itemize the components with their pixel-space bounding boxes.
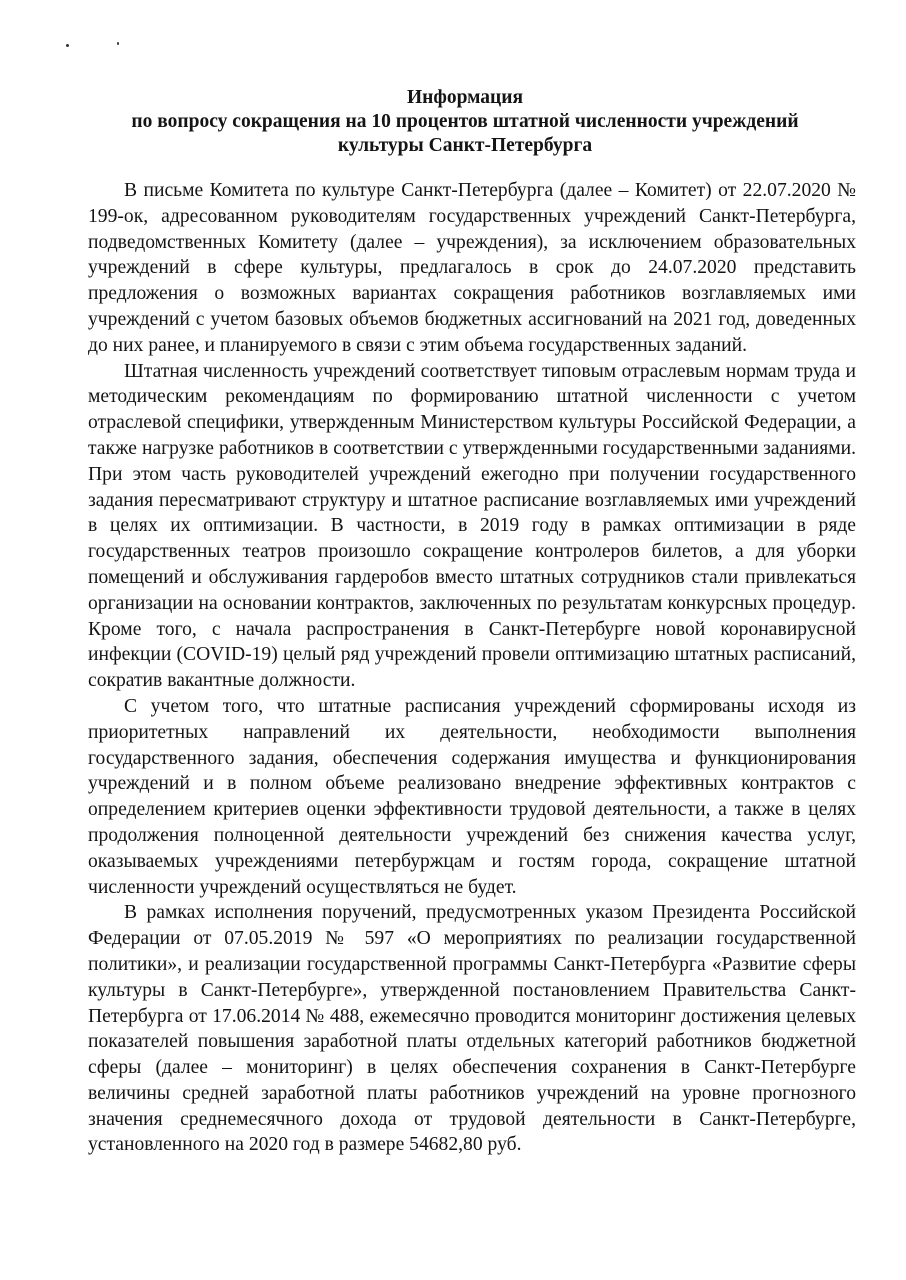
scan-speck: [66, 44, 69, 47]
paragraph: Штатная численность учреждений соответствует типовым отраслевым нормам труда и методическим рекомендациям по формированию штатной численности с учетом отраслевой специфики, утвержденным Министерством культуры Российской Федерации, а также нагрузке работников в соответствии с утвержденными государственными заданиями. При этом часть руководителей учреждений ежегодно при получении государственного задания пересматривают структуру и штатное расписание возглавляемых ими учреждений в целях их оптимизации. В частности, в 2019 году в рамках оптимизации в ряде государственных театров произошло сокращение контролеров билетов, а для уборки помещений и обслуживания гардеробов вместо штатных сотрудников стали привлекаться организации на основании контрактов, заключенных по результатам конкурсных процедур. Кроме того, с начала распространения в Санкт-Петербурге новой коронавирусной инфекции (COVID-19) целый ряд учреждений провели оптимизацию штатных расписаний, сократив вакантные должности.: [88, 360, 856, 692]
title-line: культуры Санкт-Петербурга: [337, 135, 593, 156]
scan-speck: [117, 42, 119, 45]
paragraph: В письме Комитета по культуре Санкт-Петербурга (далее – Комитет) от 22.07.2020 № 199-ок, адресованном руководителям государственных учреждений Санкт-Петербурга, подведомственных Комитету (далее – учреждения), за исключением образовательных учреждений в сфере культуры, предлагалось в срок до 24.07.2020 представить предложения о возможных вариантах сокращения работников возглавляемых ими учреждений с учетом базовых объемов бюджетных ассигнований на 2021 год, доведенных до них ранее, и планируемого в связи с этим объема государственных заданий.: [88, 180, 856, 356]
document-body: [88, 178, 856, 1158]
document-title: [80, 86, 850, 158]
paragraph: В рамках исполнения поручений, предусмотренных указом Президента Российской Федерации от 07.05.2019 № 597 «О мероприятиях по реализации государственной политики», и реализации государственной программы Санкт-Петербурга «Развитие сферы культуры в Санкт-Петербурге», утвержденной постановлением Правительства Санкт-Петербурга от 17.06.2014 № 488, ежемесячно проводится мониторинг достижения целевых показателей повышения заработной платы отдельных категорий работников бюджетной сферы (далее – мониторинг) в целях обеспечения сохранения в Санкт-Петербурге величины средней заработной платы работников учреждений на уровне прогнозного значения среднемесячного дохода от трудовой деятельности в Санкт-Петербурге, установленного на 2020 год в размере 54682,80 руб.: [88, 902, 856, 1156]
title-line: по вопросу сокращения на 10 процентов штатной численности учреждений: [131, 111, 799, 132]
paragraph: С учетом того, что штатные расписания учреждений сформированы исходя из приоритетных направлений их деятельности, необходимости выполнения государственного задания, обеспечения содержания имущества и функционирования учреждений и в полном объеме реализовано внедрение эффективных контрактов с определением критериев оценки эффективности трудовой деятельности, а также в целях продолжения полноценной деятельности учреждений без снижения качества услуг, оказываемых учреждениями петербуржцам и гостям города, сокращение штатной численности учреждений осуществляться не будет.: [88, 695, 856, 898]
title-line: Информация: [406, 87, 524, 108]
